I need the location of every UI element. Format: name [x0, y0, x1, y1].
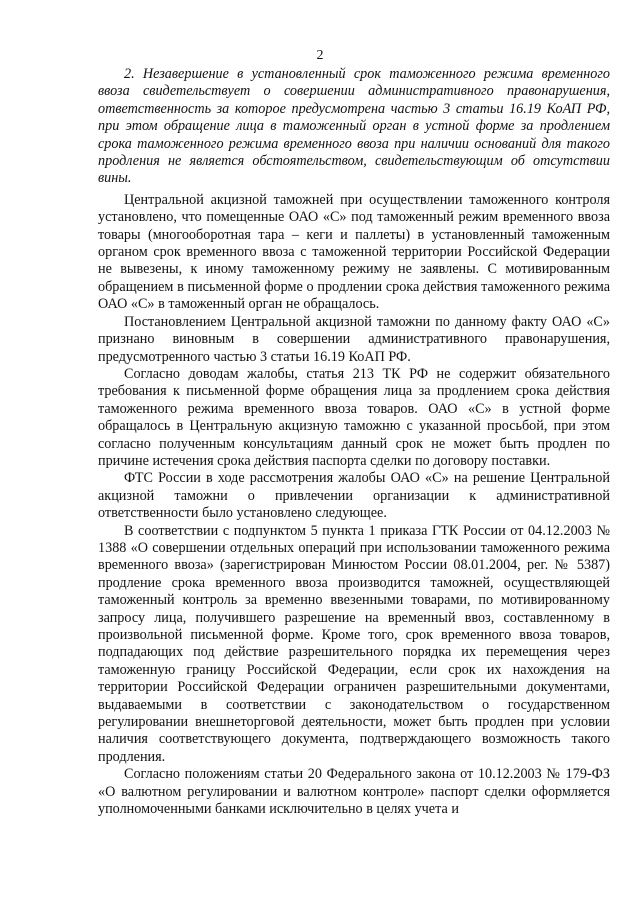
body-paragraph-customs-control: Центральной акцизной таможней при осуществлении таможенного контроля установлено, что помещенные ОАО «С» под таможенный режим временного ввоза товары (многооборотная тара – кеги и паллеты) в установленный таможенным органом срок временного ввоза с таможенной территории Российской Федерации не вывезены, к иному таможенному режиму не заявлены. С мотивированным обращением в письменной форме о продлении срока действия таможенного режима ОАО «С» в таможенный орган не обращалось.: [98, 191, 610, 313]
body-paragraph-gtk-order: В соответствии с подпунктом 5 пункта 1 приказа ГТК России от 04.12.2003 № 1388 «О совершении отдельных операций при использовании таможенного режима временного ввоза» (зарегистрирован Минюстом России 08.01.2004, рег. № 5387) продление срока временного ввоза производится таможней, осуществляющей таможенный контроль за временно ввезенными товарами, по мотивированному запросу лица, получившего разрешение на временный ввоз, составленному в произвольной письменной форме. Кроме того, срок временного ввоза товаров, подпадающих под действие разрешительного порядка их перемещения через таможенную границу Российской Федерации, если срок их нахождения на территории Российской Федерации ограничен разрешительными документами, выдаваемыми в соответствии с законодательством о государственном регулировании внешнеторговой деятельности, может быть продлен при условии наличия соответствующего документа, подтверждающего возможность такого продления.: [98, 522, 610, 765]
page-number: 2: [316, 48, 324, 63]
body-paragraph-fts-review: ФТС России в ходе рассмотрения жалобы ОАО «С» на решение Центральной акцизной таможни о привлечении организации к административной ответственности было установлено следующее.: [98, 470, 610, 522]
body-paragraph-resolution: Постановлением Центральной акцизной таможни по данному факту ОАО «С» признано виновным в совершении административного правонарушения, предусмотренного частью 3 статьи 16.19 КоАП РФ.: [98, 313, 610, 365]
document-body: [98, 66, 610, 818]
body-paragraph-complaint-arguments: Согласно доводам жалобы, статья 213 ТК РФ не содержит обязательного требования к письменной форме обращения лица за продлением срока действия таможенного режима временного ввоза товаров. ОАО «С» в устной форме обращалось в Центральную акцизную таможню с указанной просьбой, при этом согласно полученным консультациям данный срок не может быть продлен по причине истечения срока действия паспорта сделки по договору поставки.: [98, 365, 610, 469]
body-paragraph-currency-law: Согласно положениям статьи 20 Федерального закона от 10.12.2003 № 179-ФЗ «О валютном регулировании и валютном контроле» паспорт сделки оформляется уполномоченными банками исключительно в целях учета и: [98, 766, 610, 818]
summary-paragraph: 2. Незавершение в установленный срок таможенного режима временного ввоза свидетельствует о совершении административного правонарушения, ответственность за которое предусмотрена частью 3 статьи 16.19 КоАП РФ, при этом обращение лица в таможенный орган в устной форме за продлением срока таможенного режима временного ввоза при наличии оснований для такого продления не является обстоятельством, свидетельствующим об отсутствии вины.: [98, 66, 610, 187]
